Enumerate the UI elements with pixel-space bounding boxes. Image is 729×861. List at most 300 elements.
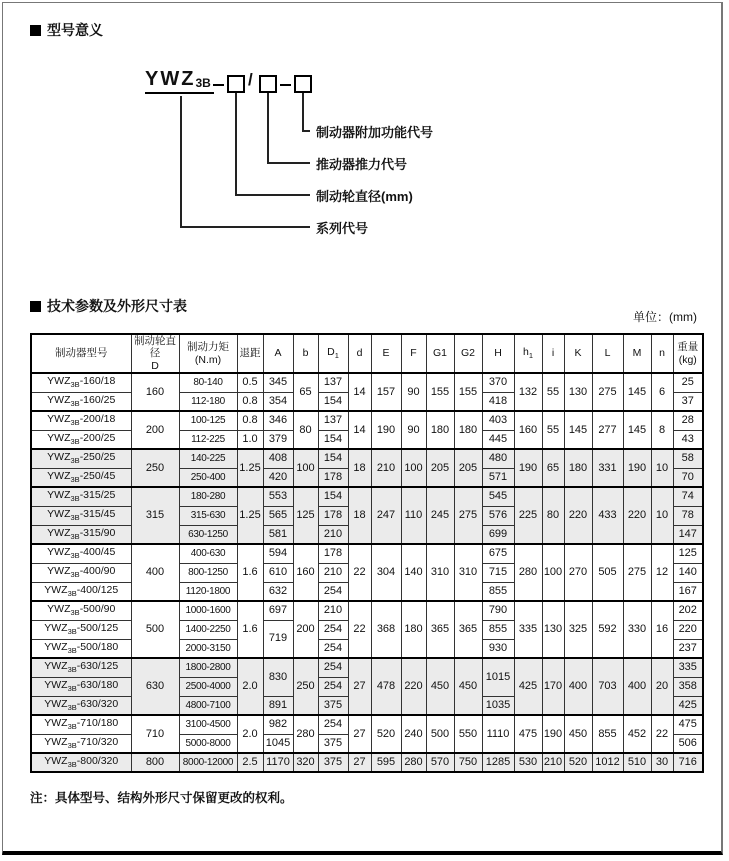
cell-A: 345 bbox=[263, 373, 293, 392]
cell-K: 220 bbox=[564, 487, 592, 544]
cell-model: $YWZ_{3B}-315/90$ bbox=[31, 525, 131, 544]
cell-A: 420 bbox=[263, 468, 293, 487]
section-marker-icon bbox=[30, 301, 41, 312]
cell-G1: 310 bbox=[426, 544, 454, 601]
cell-weight: 202 bbox=[673, 601, 703, 620]
cell-F: 220 bbox=[401, 658, 426, 715]
cell-D1: 254 bbox=[318, 715, 348, 734]
cell-F: 100 bbox=[401, 449, 426, 487]
cell-M: 220 bbox=[623, 487, 651, 544]
cell-G2: 275 bbox=[454, 487, 482, 544]
col-header: G1 bbox=[426, 334, 454, 373]
cell-D1: 178 bbox=[318, 468, 348, 487]
cell-D1: 210 bbox=[318, 563, 348, 582]
cell-H: 1015 bbox=[482, 658, 514, 696]
cell-D: 800 bbox=[131, 753, 179, 772]
cell-G2: 450 bbox=[454, 658, 482, 715]
section-marker-icon bbox=[30, 25, 41, 36]
cell-D: 710 bbox=[131, 715, 179, 753]
cell-torque: 1800-2800 bbox=[179, 658, 237, 677]
cell-L: 505 bbox=[592, 544, 623, 601]
code-dash bbox=[213, 84, 224, 86]
cell-i: 80 bbox=[542, 487, 564, 544]
cell-E: 157 bbox=[371, 373, 401, 411]
cell-weight: 425 bbox=[673, 696, 703, 715]
section-title-text: 技术参数及外形尺寸表 bbox=[47, 298, 187, 314]
cell-F: 240 bbox=[401, 715, 426, 753]
cell-torque: 4800-7100 bbox=[179, 696, 237, 715]
cell-E: 190 bbox=[371, 411, 401, 449]
cell-model: $YWZ_{3B}-200/25$ bbox=[31, 430, 131, 449]
cell-b: 280 bbox=[293, 715, 318, 753]
cell-D1: 154 bbox=[318, 449, 348, 468]
cell-b: 80 bbox=[293, 411, 318, 449]
cell-H: 576 bbox=[482, 506, 514, 525]
col-header: E bbox=[371, 334, 401, 373]
cell-d: 27 bbox=[348, 753, 371, 772]
cell-E: 478 bbox=[371, 658, 401, 715]
cell-D: 315 bbox=[131, 487, 179, 544]
cell-n: 30 bbox=[651, 753, 673, 772]
note-text: 注：具体型号、结构外形尺寸保留更改的权利。 bbox=[30, 791, 293, 805]
col-header: A bbox=[263, 334, 293, 373]
cell-model: $YWZ_{3B}-500/90$ bbox=[31, 601, 131, 620]
cell-model: $YWZ_{3B}-315/25$ bbox=[31, 487, 131, 506]
table-row bbox=[31, 753, 703, 772]
cell-D: 500 bbox=[131, 601, 179, 658]
col-header: G2 bbox=[454, 334, 482, 373]
cell-D1: 375 bbox=[318, 753, 348, 772]
cell-H: 790 bbox=[482, 601, 514, 620]
cell-n: 6 bbox=[651, 373, 673, 411]
cell-D1: 375 bbox=[318, 696, 348, 715]
cell-K: 145 bbox=[564, 411, 592, 449]
cell-G1: 245 bbox=[426, 487, 454, 544]
cell-model: $YWZ_{3B}-400/90$ bbox=[31, 563, 131, 582]
cell-D1: 254 bbox=[318, 658, 348, 677]
cell-h1: 132 bbox=[514, 373, 542, 411]
cell-H: 418 bbox=[482, 392, 514, 411]
cell-torque: 140-225 bbox=[179, 449, 237, 468]
cell-model: $YWZ_{3B}-500/125$ bbox=[31, 620, 131, 639]
cell-gap: 2.5 bbox=[237, 753, 263, 772]
cell-weight: 716 bbox=[673, 753, 703, 772]
cell-b: 200 bbox=[293, 601, 318, 658]
cell-D1: 254 bbox=[318, 639, 348, 658]
cell-K: 400 bbox=[564, 658, 592, 715]
col-header: n bbox=[651, 334, 673, 373]
cell-A: 581 bbox=[263, 525, 293, 544]
cell-torque: 100-125 bbox=[179, 411, 237, 430]
cell-L: 433 bbox=[592, 487, 623, 544]
cell-d: 22 bbox=[348, 601, 371, 658]
cell-G1: 205 bbox=[426, 449, 454, 487]
cell-torque: 2000-3150 bbox=[179, 639, 237, 658]
cell-G1: 570 bbox=[426, 753, 454, 772]
cell-model: $YWZ_{3B}-500/180$ bbox=[31, 639, 131, 658]
cell-d: 18 bbox=[348, 487, 371, 544]
cell-b: 320 bbox=[293, 753, 318, 772]
cell-model: $YWZ_{3B}-315/45$ bbox=[31, 506, 131, 525]
cell-b: 125 bbox=[293, 487, 318, 544]
cell-D: 200 bbox=[131, 411, 179, 449]
cell-D1: 254 bbox=[318, 582, 348, 601]
cell-weight: 28 bbox=[673, 411, 703, 430]
col-header: 重量 (kg) bbox=[673, 334, 703, 373]
cell-d: 14 bbox=[348, 411, 371, 449]
cell-torque: 8000-12000 bbox=[179, 753, 237, 772]
cell-weight: 506 bbox=[673, 734, 703, 753]
cell-L: 331 bbox=[592, 449, 623, 487]
cell-torque: 315-630 bbox=[179, 506, 237, 525]
cell-weight: 147 bbox=[673, 525, 703, 544]
cell-A: 632 bbox=[263, 582, 293, 601]
cell-i: 210 bbox=[542, 753, 564, 772]
cell-G2: 310 bbox=[454, 544, 482, 601]
table-row bbox=[31, 411, 703, 430]
cell-h1: 160 bbox=[514, 411, 542, 449]
cell-D1: 178 bbox=[318, 544, 348, 563]
cell-H: 855 bbox=[482, 620, 514, 639]
cell-A: 1170 bbox=[263, 753, 293, 772]
cell-F: 180 bbox=[401, 601, 426, 658]
cell-h1: 530 bbox=[514, 753, 542, 772]
cell-H: 930 bbox=[482, 639, 514, 658]
connector-line-additional-function bbox=[302, 93, 310, 132]
cell-i: 55 bbox=[542, 373, 564, 411]
cell-model: $YWZ_{3B}-710/180$ bbox=[31, 715, 131, 734]
cell-gap: 0.8 bbox=[237, 392, 263, 411]
cell-d: 18 bbox=[348, 449, 371, 487]
cell-b: 100 bbox=[293, 449, 318, 487]
cell-gap: 1.6 bbox=[237, 601, 263, 658]
cell-weight: 78 bbox=[673, 506, 703, 525]
cell-L: 855 bbox=[592, 715, 623, 753]
cell-H: 715 bbox=[482, 563, 514, 582]
cell-i: 130 bbox=[542, 601, 564, 658]
section-title-model-meaning bbox=[30, 20, 103, 40]
cell-E: 520 bbox=[371, 715, 401, 753]
cell-G1: 155 bbox=[426, 373, 454, 411]
cell-weight: 167 bbox=[673, 582, 703, 601]
cell-torque: 1400-2250 bbox=[179, 620, 237, 639]
cell-A: 891 bbox=[263, 696, 293, 715]
cell-K: 520 bbox=[564, 753, 592, 772]
cell-weight: 43 bbox=[673, 430, 703, 449]
col-header: 制动轮直径 D bbox=[131, 334, 179, 373]
cell-torque: 112-225 bbox=[179, 430, 237, 449]
cell-torque: 80-140 bbox=[179, 373, 237, 392]
cell-gap: 1.25 bbox=[237, 449, 263, 487]
cell-E: 210 bbox=[371, 449, 401, 487]
cell-weight: 220 bbox=[673, 620, 703, 639]
cell-model: $YWZ_{3B}-160/18$ bbox=[31, 373, 131, 392]
code-box-thrust bbox=[259, 75, 277, 93]
diagram-label-wheel-diameter: 制动轮直径(mm) bbox=[316, 189, 413, 204]
cell-D1: 178 bbox=[318, 506, 348, 525]
cell-A: 719 bbox=[263, 620, 293, 658]
cell-G2: 180 bbox=[454, 411, 482, 449]
cell-D1: 154 bbox=[318, 392, 348, 411]
model-code-sub: 3B bbox=[195, 76, 211, 90]
cell-torque: 1120-1800 bbox=[179, 582, 237, 601]
cell-weight: 37 bbox=[673, 392, 703, 411]
cell-F: 90 bbox=[401, 411, 426, 449]
code-slash: / bbox=[248, 70, 253, 89]
cell-h1: 225 bbox=[514, 487, 542, 544]
cell-d: 14 bbox=[348, 373, 371, 411]
cell-torque: 250-400 bbox=[179, 468, 237, 487]
cell-A: 408 bbox=[263, 449, 293, 468]
cell-L: 277 bbox=[592, 411, 623, 449]
col-header: M bbox=[623, 334, 651, 373]
cell-torque: 112-180 bbox=[179, 392, 237, 411]
cell-weight: 237 bbox=[673, 639, 703, 658]
cell-torque: 400-630 bbox=[179, 544, 237, 563]
cell-torque: 5000-8000 bbox=[179, 734, 237, 753]
cell-H: 855 bbox=[482, 582, 514, 601]
cell-F: 90 bbox=[401, 373, 426, 411]
cell-D1: 137 bbox=[318, 373, 348, 392]
cell-model: $YWZ_{3B}-250/45$ bbox=[31, 468, 131, 487]
cell-torque: 1000-1600 bbox=[179, 601, 237, 620]
cell-H: 699 bbox=[482, 525, 514, 544]
cell-torque: 2500-4000 bbox=[179, 677, 237, 696]
cell-L: 1012 bbox=[592, 753, 623, 772]
col-header: d bbox=[348, 334, 371, 373]
cell-model: $YWZ_{3B}-400/125$ bbox=[31, 582, 131, 601]
cell-D: 160 bbox=[131, 373, 179, 411]
section-title-parameters bbox=[30, 296, 187, 316]
cell-weight: 70 bbox=[673, 468, 703, 487]
cell-F: 140 bbox=[401, 544, 426, 601]
col-header: b bbox=[293, 334, 318, 373]
cell-F: 280 bbox=[401, 753, 426, 772]
cell-E: 595 bbox=[371, 753, 401, 772]
code-box-wheel-diameter bbox=[227, 75, 245, 93]
diagram-label-thrust: 推动器推力代号 bbox=[316, 157, 408, 172]
cell-model: $YWZ_{3B}-800/320$ bbox=[31, 753, 131, 772]
cell-h1: 475 bbox=[514, 715, 542, 753]
cell-D1: 254 bbox=[318, 620, 348, 639]
params-table bbox=[30, 333, 704, 773]
cell-D1: 375 bbox=[318, 734, 348, 753]
cell-torque: 800-1250 bbox=[179, 563, 237, 582]
col-header: $D_1$ bbox=[318, 334, 348, 373]
cell-weight: 58 bbox=[673, 449, 703, 468]
cell-G1: 450 bbox=[426, 658, 454, 715]
cell-M: 145 bbox=[623, 411, 651, 449]
cell-gap: 1.0 bbox=[237, 430, 263, 449]
cell-i: 190 bbox=[542, 715, 564, 753]
cell-A: 697 bbox=[263, 601, 293, 620]
cell-model: $YWZ_{3B}-250/25$ bbox=[31, 449, 131, 468]
cell-K: 450 bbox=[564, 715, 592, 753]
col-header: H bbox=[482, 334, 514, 373]
cell-A: 346 bbox=[263, 411, 293, 430]
cell-M: 330 bbox=[623, 601, 651, 658]
cell-n: 20 bbox=[651, 658, 673, 715]
cell-A: 982 bbox=[263, 715, 293, 734]
cell-H: 403 bbox=[482, 411, 514, 430]
cell-K: 325 bbox=[564, 601, 592, 658]
section-title-text: 型号意义 bbox=[47, 22, 103, 38]
cell-d: 22 bbox=[348, 544, 371, 601]
col-header: 制动力矩 (N.m) bbox=[179, 334, 237, 373]
cell-weight: 140 bbox=[673, 563, 703, 582]
cell-G2: 365 bbox=[454, 601, 482, 658]
cell-H: 545 bbox=[482, 487, 514, 506]
table-row bbox=[31, 544, 703, 563]
table-row bbox=[31, 449, 703, 468]
cell-h1: 190 bbox=[514, 449, 542, 487]
diagram-label-series: 系列代号 bbox=[316, 221, 369, 236]
cell-E: 304 bbox=[371, 544, 401, 601]
cell-gap: 2.0 bbox=[237, 715, 263, 753]
code-box-additional-function bbox=[294, 75, 312, 93]
col-header: 制动器型号 bbox=[31, 334, 131, 373]
cell-n: 12 bbox=[651, 544, 673, 601]
cell-b: 160 bbox=[293, 544, 318, 601]
cell-D1: 154 bbox=[318, 430, 348, 449]
cell-K: 130 bbox=[564, 373, 592, 411]
col-header: 退距 bbox=[237, 334, 263, 373]
table-row bbox=[31, 373, 703, 392]
cell-H: 1285 bbox=[482, 753, 514, 772]
cell-weight: 25 bbox=[673, 373, 703, 392]
code-dash bbox=[280, 84, 291, 86]
cell-D1: 154 bbox=[318, 487, 348, 506]
cell-H: 571 bbox=[482, 468, 514, 487]
cell-H: 480 bbox=[482, 449, 514, 468]
cell-gap: 0.5 bbox=[237, 373, 263, 392]
cell-weight: 475 bbox=[673, 715, 703, 734]
model-code-main: YWZ bbox=[145, 68, 196, 90]
cell-M: 452 bbox=[623, 715, 651, 753]
cell-gap: 2.0 bbox=[237, 658, 263, 715]
cell-i: 55 bbox=[542, 411, 564, 449]
cell-torque: 180-280 bbox=[179, 487, 237, 506]
cell-D1: 137 bbox=[318, 411, 348, 430]
cell-n: 10 bbox=[651, 487, 673, 544]
col-header: L bbox=[592, 334, 623, 373]
table-row bbox=[31, 715, 703, 734]
cell-i: 65 bbox=[542, 449, 564, 487]
cell-D1: 210 bbox=[318, 601, 348, 620]
cell-G2: 550 bbox=[454, 715, 482, 753]
cell-n: 16 bbox=[651, 601, 673, 658]
col-header: i bbox=[542, 334, 564, 373]
cell-n: 10 bbox=[651, 449, 673, 487]
cell-G2: 155 bbox=[454, 373, 482, 411]
cell-K: 270 bbox=[564, 544, 592, 601]
cell-A: 610 bbox=[263, 563, 293, 582]
cell-model: $YWZ_{3B}-160/25$ bbox=[31, 392, 131, 411]
cell-H: 1110 bbox=[482, 715, 514, 753]
cell-L: 703 bbox=[592, 658, 623, 715]
cell-H: 445 bbox=[482, 430, 514, 449]
cell-i: 100 bbox=[542, 544, 564, 601]
cell-gap: 1.25 bbox=[237, 487, 263, 544]
cell-A: 1045 bbox=[263, 734, 293, 753]
cell-G1: 180 bbox=[426, 411, 454, 449]
cell-n: 22 bbox=[651, 715, 673, 753]
cell-L: 592 bbox=[592, 601, 623, 658]
cell-A: 553 bbox=[263, 487, 293, 506]
cell-torque: 630-1250 bbox=[179, 525, 237, 544]
cell-model: $YWZ_{3B}-630/125$ bbox=[31, 658, 131, 677]
cell-weight: 358 bbox=[673, 677, 703, 696]
table-header-row bbox=[31, 334, 703, 373]
cell-n: 8 bbox=[651, 411, 673, 449]
cell-i: 170 bbox=[542, 658, 564, 715]
cell-A: 379 bbox=[263, 430, 293, 449]
cell-d: 27 bbox=[348, 715, 371, 753]
cell-model: $YWZ_{3B}-630/320$ bbox=[31, 696, 131, 715]
cell-F: 110 bbox=[401, 487, 426, 544]
cell-weight: 335 bbox=[673, 658, 703, 677]
cell-H: 1035 bbox=[482, 696, 514, 715]
cell-E: 368 bbox=[371, 601, 401, 658]
cell-G1: 500 bbox=[426, 715, 454, 753]
cell-torque: 3100-4500 bbox=[179, 715, 237, 734]
cell-M: 275 bbox=[623, 544, 651, 601]
table-row bbox=[31, 487, 703, 506]
diagram-label-additional-function: 制动器附加功能代号 bbox=[316, 125, 434, 140]
cell-H: 675 bbox=[482, 544, 514, 563]
col-header: K bbox=[564, 334, 592, 373]
col-header: $h_1$ bbox=[514, 334, 542, 373]
cell-D: 400 bbox=[131, 544, 179, 601]
cell-b: 250 bbox=[293, 658, 318, 715]
cell-gap: 1.6 bbox=[237, 544, 263, 601]
cell-A: 354 bbox=[263, 392, 293, 411]
cell-model: $YWZ_{3B}-200/18$ bbox=[31, 411, 131, 430]
cell-M: 510 bbox=[623, 753, 651, 772]
table-row bbox=[31, 658, 703, 677]
cell-A: 594 bbox=[263, 544, 293, 563]
cell-model: $YWZ_{3B}-710/320$ bbox=[31, 734, 131, 753]
cell-d: 27 bbox=[348, 658, 371, 715]
cell-h1: 425 bbox=[514, 658, 542, 715]
cell-D: 630 bbox=[131, 658, 179, 715]
cell-A: 830 bbox=[263, 658, 293, 696]
cell-M: 190 bbox=[623, 449, 651, 487]
cell-weight: 74 bbox=[673, 487, 703, 506]
cell-A: 565 bbox=[263, 506, 293, 525]
cell-D1: 254 bbox=[318, 677, 348, 696]
cell-weight: 125 bbox=[673, 544, 703, 563]
cell-gap: 0.8 bbox=[237, 411, 263, 430]
cell-G2: 750 bbox=[454, 753, 482, 772]
cell-G1: 365 bbox=[426, 601, 454, 658]
cell-D1: 210 bbox=[318, 525, 348, 544]
cell-E: 247 bbox=[371, 487, 401, 544]
col-header: F bbox=[401, 334, 426, 373]
cell-G2: 205 bbox=[454, 449, 482, 487]
cell-D: 250 bbox=[131, 449, 179, 487]
cell-model: $YWZ_{3B}-630/180$ bbox=[31, 677, 131, 696]
cell-L: 275 bbox=[592, 373, 623, 411]
cell-model: $YWZ_{3B}-400/45$ bbox=[31, 544, 131, 563]
cell-M: 145 bbox=[623, 373, 651, 411]
cell-K: 180 bbox=[564, 449, 592, 487]
cell-M: 400 bbox=[623, 658, 651, 715]
model-code bbox=[145, 68, 214, 94]
cell-b: 65 bbox=[293, 373, 318, 411]
cell-h1: 280 bbox=[514, 544, 542, 601]
cell-H: 370 bbox=[482, 373, 514, 392]
